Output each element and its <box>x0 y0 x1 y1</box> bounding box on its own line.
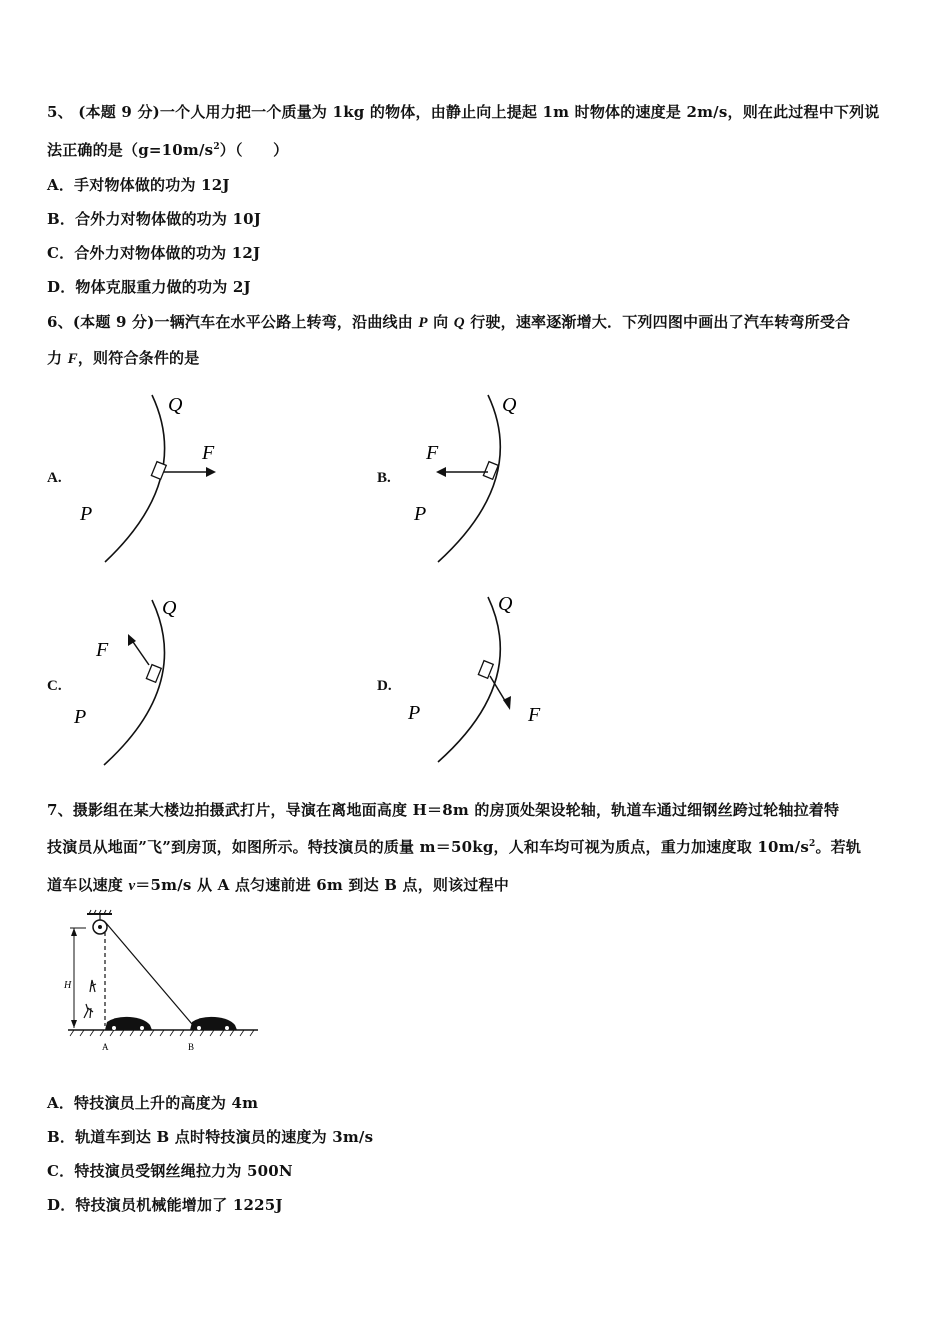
q5-option-a: A．手对物体做的功为 12J <box>47 176 230 194</box>
label-p: P <box>408 702 421 724</box>
q6-figure-b-label: B. <box>377 470 391 486</box>
q6-stem-text-b: 向 <box>427 313 454 331</box>
q7-option-d: D．特技演员机械能增加了 1225J <box>47 1196 283 1214</box>
q7-option-a: A．特技演员上升的高度为 4m <box>47 1094 259 1112</box>
label-q: Q <box>502 394 517 416</box>
q7-option-c: C．特技演员受钢丝绳拉力为 500N <box>47 1162 293 1180</box>
label-q: Q <box>162 597 177 619</box>
q6-stem-text-a: 6、(本题 9 分)一辆汽车在水平公路上转弯，沿曲线由 <box>47 313 419 331</box>
q7-stem-line1: 7、摄影组在某大楼边拍摄武打片，导演在离地面高度 H＝8m 的房顶处架设轮轴，轨道车通过细钢丝跨过轮轴拉着特 <box>47 801 840 819</box>
q6-figure-c-label: C. <box>47 678 62 694</box>
label-f: F <box>426 442 439 464</box>
q5-option-c: C．合外力对物体做的功为 12J <box>47 244 261 262</box>
q6-figure-c <box>74 595 274 775</box>
label-p: P <box>414 503 427 525</box>
label-f: F <box>96 639 109 661</box>
q6-figure-d-label: D. <box>377 678 392 694</box>
q7-stem-text-end: 。若轨 <box>815 838 862 856</box>
q7-option-b: B．轨道车到达 B 点时特技演员的速度为 3m/s <box>47 1128 374 1146</box>
q5-stem-line2 <box>47 139 288 160</box>
label-f: F <box>202 442 215 464</box>
q6-stem-line2 <box>47 347 199 368</box>
curve-path <box>438 597 500 762</box>
q6-stem-q: Q <box>453 315 465 331</box>
arrow-head-icon <box>206 467 216 477</box>
q7-stem-text: 技演员从地面”飞”到房顶，如图所示。特技演员的质量 m＝50kg，人和车均可视为质点，重力加速度取 10m/s <box>47 838 810 856</box>
label-h: H <box>64 980 72 991</box>
q6-figure-a <box>80 390 280 570</box>
q6-stem-text-d: 力 <box>47 349 68 367</box>
slanted-rope <box>106 923 192 1024</box>
force-arrow <box>131 639 149 665</box>
curve-path <box>105 395 165 562</box>
q6-figure-d <box>406 592 606 772</box>
q7-stem-text-b: ＝5m/s 从 A 点匀速前进 6m 到达 B 点，则该过程中 <box>135 876 509 894</box>
q6-stem-p: P <box>418 315 428 331</box>
q6-figure-a-label: A. <box>47 470 62 486</box>
q5-stem-text: 法正确的是（g=10m/s <box>47 141 214 159</box>
label-p: P <box>80 503 93 525</box>
arrow-head-icon <box>436 467 446 477</box>
q7-superscript: 2 <box>809 839 816 849</box>
q7-stem-line2 <box>47 836 861 857</box>
q5-superscript: 2 <box>213 142 220 152</box>
q6-figure-b <box>410 390 610 570</box>
label-q: Q <box>498 593 513 615</box>
q7-stem-text-a: 道车以速度 <box>47 876 129 894</box>
q6-stem-text-e: ，则符合条件的是 <box>77 349 200 367</box>
q7-stem-line3 <box>47 874 509 895</box>
q6-stem-f: F <box>67 351 78 367</box>
q5-stem-line1: 5、 (本题 9 分)一个人用力把一个质量为 1kg 的物体，由静止向上提起 1m 时物体的速度是 2m/s，则在此过程中下列说 <box>47 103 880 121</box>
label-q: Q <box>168 394 183 416</box>
q5-option-b: B．合外力对物体做的功为 10J <box>47 210 262 228</box>
stunt-figure-icon <box>84 1004 93 1018</box>
q7-figure <box>60 908 260 1053</box>
q6-stem-line1 <box>47 311 850 332</box>
q7-stem-v: v <box>128 878 136 894</box>
car-icon <box>146 665 161 683</box>
car-icon <box>478 661 493 679</box>
q5-option-d: D．物体克服重力做的功为 2J <box>47 278 251 296</box>
label-b: B <box>188 1042 195 1052</box>
car-icon <box>151 462 166 480</box>
label-p: P <box>74 706 87 728</box>
label-a: A <box>102 1042 109 1052</box>
label-f: F <box>528 704 541 726</box>
q5-stem-bracket: ）（ ） <box>219 141 289 159</box>
q6-stem-text-c: 行驶，速率逐渐增大．下列四图中画出了汽车转弯所受合 <box>464 313 851 331</box>
